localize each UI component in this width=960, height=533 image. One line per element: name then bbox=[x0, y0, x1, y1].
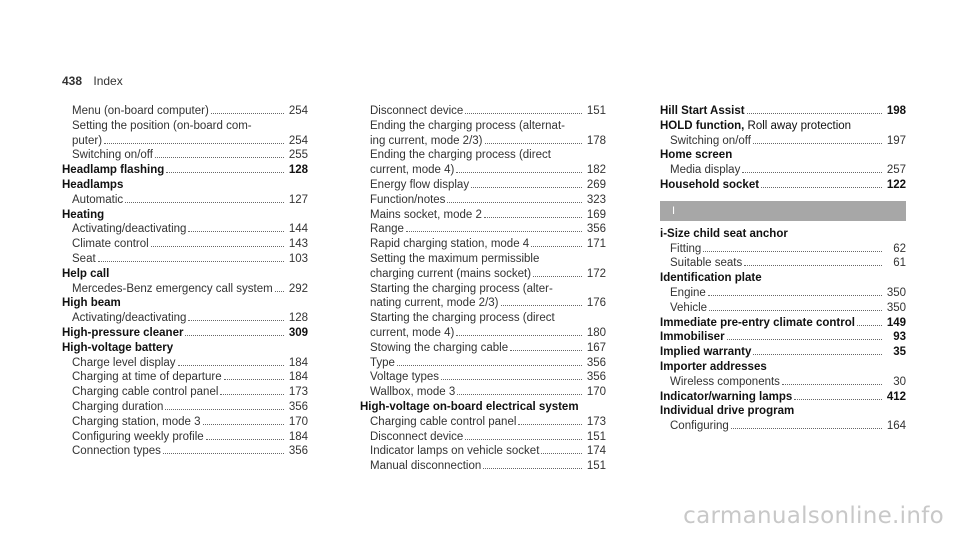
index-heading[interactable] bbox=[660, 178, 906, 193]
index-subentry[interactable] bbox=[360, 222, 606, 237]
index-column-2 bbox=[360, 104, 606, 474]
page-reference[interactable]: 172 bbox=[586, 267, 606, 280]
dot-leader bbox=[731, 420, 882, 429]
entry-label: Identification plate bbox=[660, 272, 762, 285]
index-heading[interactable] bbox=[360, 400, 606, 415]
dot-leader bbox=[485, 135, 582, 144]
index-subentry[interactable] bbox=[660, 301, 906, 316]
entry-label: Implied warranty bbox=[660, 346, 752, 359]
entry-label: Household socket bbox=[660, 178, 760, 191]
entry-label: Ending the charging process (alternat- bbox=[370, 119, 565, 132]
entry-label: High-voltage on-board electrical system bbox=[360, 400, 579, 413]
page-reference[interactable]: 164 bbox=[886, 420, 906, 433]
page-reference[interactable]: 269 bbox=[586, 178, 606, 191]
dot-leader bbox=[211, 105, 284, 114]
index-heading[interactable] bbox=[660, 404, 906, 419]
index-subentry[interactable] bbox=[660, 134, 906, 149]
entry-label: High-voltage battery bbox=[62, 341, 174, 354]
dot-leader bbox=[406, 223, 582, 232]
page-reference[interactable]: 184 bbox=[288, 430, 308, 443]
dot-leader bbox=[456, 327, 582, 336]
index-heading[interactable] bbox=[660, 148, 906, 163]
entry-label: Importer addresses bbox=[660, 360, 767, 373]
page-reference[interactable]: 412 bbox=[886, 390, 906, 403]
page-reference[interactable]: 178 bbox=[586, 134, 606, 147]
page-reference[interactable]: 356 bbox=[586, 371, 606, 384]
dot-leader bbox=[104, 135, 284, 144]
index-heading[interactable] bbox=[62, 341, 308, 356]
index-subentry[interactable] bbox=[62, 415, 308, 430]
dot-leader bbox=[447, 194, 582, 203]
dot-leader bbox=[188, 223, 284, 232]
section-title: Index bbox=[93, 74, 123, 88]
entry-label: ing current, mode 2/3) bbox=[370, 134, 483, 147]
dot-leader bbox=[471, 179, 582, 188]
page-reference[interactable]: 169 bbox=[586, 208, 606, 221]
dot-leader bbox=[531, 238, 582, 247]
entry-label: Charging duration bbox=[72, 400, 164, 413]
entry-label: Engine bbox=[670, 286, 706, 299]
entry-label: Menu (on-board computer) bbox=[72, 105, 209, 117]
entry-label: Immediate pre-entry climate control bbox=[660, 316, 855, 329]
dot-leader bbox=[165, 401, 284, 410]
dot-leader bbox=[510, 342, 582, 351]
page-reference[interactable]: 151 bbox=[586, 460, 606, 473]
entry-label: Charging cable control panel bbox=[72, 386, 219, 399]
index-heading[interactable] bbox=[660, 345, 906, 360]
page-reference[interactable]: 184 bbox=[288, 356, 308, 369]
page-reference[interactable]: 151 bbox=[586, 105, 606, 117]
index-subentry[interactable] bbox=[62, 104, 308, 119]
index-heading[interactable] bbox=[660, 330, 906, 345]
entry-label: Wallbox, mode 3 bbox=[370, 386, 456, 399]
dot-leader bbox=[224, 371, 284, 380]
entry-label: Ending the charging process (direct bbox=[370, 149, 551, 162]
entry-label: Energy flow display bbox=[370, 178, 470, 191]
entry-label: Charging at time of departure bbox=[72, 371, 222, 384]
entry-label: Home screen bbox=[660, 149, 733, 162]
index-subentry[interactable] bbox=[62, 282, 308, 297]
dot-leader bbox=[727, 331, 882, 340]
dot-leader bbox=[761, 179, 882, 188]
entry-label: Fitting bbox=[670, 242, 702, 255]
index-subentry[interactable] bbox=[660, 375, 906, 390]
entry-label: Mains socket, mode 2 bbox=[370, 208, 482, 221]
entry-label: Automatic bbox=[72, 193, 124, 206]
index-heading[interactable] bbox=[660, 104, 906, 119]
index-subentry[interactable] bbox=[360, 282, 606, 297]
index-letter: I bbox=[672, 204, 676, 217]
entry-label: HOLD function, bbox=[660, 119, 745, 132]
entry-label-extra: Roll away protection bbox=[744, 119, 852, 132]
index-heading[interactable] bbox=[660, 119, 906, 134]
index-subentry[interactable] bbox=[360, 178, 606, 193]
page-reference[interactable]: 170 bbox=[586, 386, 606, 399]
index-subentry[interactable] bbox=[360, 311, 606, 326]
entry-label: current, mode 4) bbox=[370, 164, 455, 177]
index-subentry[interactable] bbox=[360, 430, 606, 445]
page-reference[interactable]: 151 bbox=[586, 430, 606, 443]
page-reference[interactable]: 323 bbox=[586, 193, 606, 206]
entry-label: Charging cable control panel bbox=[370, 415, 517, 428]
dot-leader bbox=[125, 194, 284, 203]
dot-leader bbox=[753, 135, 882, 144]
page-reference[interactable]: 255 bbox=[288, 149, 308, 162]
entry-label: Starting the charging process (alter- bbox=[370, 282, 553, 295]
entry-label: High beam bbox=[62, 297, 121, 310]
index-heading[interactable] bbox=[660, 360, 906, 375]
entry-label: charging current (mains socket) bbox=[370, 267, 532, 280]
page-reference[interactable]: 127 bbox=[288, 193, 308, 206]
index-subentry[interactable] bbox=[62, 430, 308, 445]
dot-leader bbox=[275, 283, 284, 292]
page-reference[interactable]: 128 bbox=[288, 312, 308, 325]
index-subentry[interactable] bbox=[62, 356, 308, 371]
dot-leader bbox=[518, 416, 582, 425]
page-reference[interactable]: 356 bbox=[288, 445, 308, 458]
index-heading[interactable] bbox=[660, 271, 906, 286]
dot-leader bbox=[178, 357, 284, 366]
index-subentry[interactable] bbox=[62, 400, 308, 415]
index-subentry[interactable] bbox=[360, 119, 606, 134]
index-heading[interactable] bbox=[62, 296, 308, 311]
page-reference[interactable]: 149 bbox=[886, 316, 906, 329]
entry-label: Climate control bbox=[72, 238, 149, 251]
page-reference[interactable]: 309 bbox=[288, 326, 308, 339]
entry-label: Starting the charging process (direct bbox=[370, 312, 555, 325]
dot-leader bbox=[457, 386, 582, 395]
page-reference[interactable]: 197 bbox=[886, 134, 906, 147]
entry-label: Vehicle bbox=[670, 301, 708, 314]
entry-label: Help call bbox=[62, 267, 110, 280]
entry-label: Stowing the charging cable bbox=[370, 341, 509, 354]
entry-label: Connection types bbox=[72, 445, 161, 458]
entry-label: Wireless components bbox=[670, 375, 780, 388]
dot-leader bbox=[166, 164, 284, 173]
dot-leader bbox=[163, 445, 284, 454]
index-heading[interactable] bbox=[62, 163, 308, 178]
index-subentry[interactable] bbox=[660, 256, 906, 271]
page-reference[interactable]: 254 bbox=[288, 134, 308, 147]
entry-label: Configuring bbox=[670, 420, 729, 433]
entry-label: Type bbox=[370, 356, 395, 369]
dot-leader bbox=[744, 257, 882, 266]
entry-label: Activating/deactivating bbox=[72, 223, 187, 236]
index-subentry[interactable] bbox=[62, 370, 308, 385]
dot-leader bbox=[703, 243, 882, 252]
index-subentry[interactable] bbox=[360, 104, 606, 119]
entry-label: High-pressure cleaner bbox=[62, 326, 184, 339]
dot-leader bbox=[456, 164, 582, 173]
entry-label: Manual disconnection bbox=[370, 460, 482, 473]
entry-label: Disconnect device bbox=[370, 430, 464, 443]
entry-label: nating current, mode 2/3) bbox=[370, 297, 499, 310]
entry-label: Headlamp flashing bbox=[62, 164, 165, 177]
index-subentry[interactable] bbox=[360, 193, 606, 208]
index-heading[interactable] bbox=[660, 390, 906, 405]
index-subentry[interactable] bbox=[360, 444, 606, 459]
page-reference[interactable]: 173 bbox=[586, 415, 606, 428]
index-subentry[interactable] bbox=[62, 444, 308, 459]
page-reference[interactable]: 182 bbox=[586, 164, 606, 177]
page-reference[interactable]: 103 bbox=[288, 252, 308, 265]
index-column-3 bbox=[660, 104, 906, 434]
entry-label: Individual drive program bbox=[660, 405, 795, 418]
dot-leader bbox=[465, 430, 582, 439]
page-reference[interactable]: 254 bbox=[288, 105, 308, 117]
index-subentry[interactable] bbox=[62, 148, 308, 163]
index-subentry[interactable] bbox=[360, 415, 606, 430]
index-subentry[interactable] bbox=[360, 296, 606, 311]
index-subentry[interactable] bbox=[62, 222, 308, 237]
entry-label: Range bbox=[370, 223, 404, 236]
index-heading[interactable] bbox=[660, 227, 906, 242]
entry-label: Activating/deactivating bbox=[72, 312, 187, 325]
entry-label: Mercedes-Benz emergency call system bbox=[72, 282, 273, 295]
index-heading[interactable] bbox=[62, 267, 308, 282]
dot-leader bbox=[185, 327, 284, 336]
entry-label: Indicator lamps on vehicle socket bbox=[370, 445, 540, 458]
dot-leader bbox=[220, 386, 284, 395]
entry-label: Configuring weekly profile bbox=[72, 430, 204, 443]
index-subentry[interactable] bbox=[62, 119, 308, 134]
index-subentry[interactable] bbox=[360, 459, 606, 474]
page-reference[interactable]: 171 bbox=[586, 238, 606, 251]
index-subentry[interactable] bbox=[360, 326, 606, 341]
dot-leader bbox=[155, 149, 284, 158]
page-reference[interactable]: 62 bbox=[893, 242, 906, 255]
entry-label: Switching on/off bbox=[72, 149, 153, 162]
dot-leader bbox=[483, 460, 582, 469]
entry-label: Switching on/off bbox=[670, 134, 751, 147]
page-header bbox=[62, 74, 123, 88]
index-subentry[interactable] bbox=[62, 252, 308, 267]
dot-leader bbox=[708, 287, 882, 296]
dot-leader bbox=[541, 445, 582, 454]
entry-label: Hill Start Assist bbox=[660, 105, 745, 117]
page-reference[interactable]: 257 bbox=[886, 164, 906, 177]
page-reference[interactable]: 173 bbox=[288, 386, 308, 399]
index-subentry[interactable] bbox=[360, 134, 606, 149]
index-subentry[interactable] bbox=[660, 163, 906, 178]
dot-leader bbox=[188, 312, 284, 321]
index-subentry[interactable] bbox=[360, 163, 606, 178]
page-reference[interactable]: 170 bbox=[288, 415, 308, 428]
index-subentry[interactable] bbox=[360, 341, 606, 356]
dot-leader bbox=[742, 164, 882, 173]
index-subentry[interactable] bbox=[360, 252, 606, 267]
entry-label: Media display bbox=[670, 164, 741, 177]
index-subentry[interactable] bbox=[62, 311, 308, 326]
dot-leader bbox=[794, 391, 882, 400]
page-reference[interactable]: 30 bbox=[893, 375, 906, 388]
index-letter-heading bbox=[660, 201, 906, 221]
index-subentry[interactable] bbox=[360, 148, 606, 163]
index-heading[interactable] bbox=[660, 316, 906, 331]
entry-label: current, mode 4) bbox=[370, 326, 455, 339]
dot-leader bbox=[151, 238, 284, 247]
dot-leader bbox=[98, 253, 284, 262]
entry-label: Headlamps bbox=[62, 178, 124, 191]
index-column-1 bbox=[62, 104, 308, 459]
entry-label: Charge level display bbox=[72, 356, 176, 369]
page-reference[interactable]: 184 bbox=[288, 371, 308, 384]
page-reference[interactable]: 128 bbox=[288, 164, 308, 177]
entry-label: Heating bbox=[62, 208, 105, 221]
index-subentry[interactable] bbox=[62, 193, 308, 208]
entry-label: Setting the position (on-board com- bbox=[72, 119, 252, 132]
page-reference[interactable]: 122 bbox=[886, 178, 906, 191]
dot-leader bbox=[206, 430, 284, 439]
entry-label: i-Size child seat anchor bbox=[660, 227, 788, 240]
index-subentry[interactable] bbox=[360, 237, 606, 252]
page-reference[interactable]: 356 bbox=[288, 400, 308, 413]
entry-label: puter) bbox=[72, 134, 103, 147]
page-reference[interactable]: 176 bbox=[586, 297, 606, 310]
dot-leader bbox=[747, 105, 882, 114]
entry-label: Disconnect device bbox=[370, 105, 464, 117]
index-subentry[interactable] bbox=[360, 267, 606, 282]
page-reference[interactable]: 143 bbox=[288, 238, 308, 251]
index-subentry[interactable] bbox=[360, 370, 606, 385]
page-number: 438 bbox=[62, 74, 83, 88]
index-subentry[interactable] bbox=[62, 385, 308, 400]
dot-leader bbox=[203, 416, 285, 425]
entry-label: Setting the maximum permissible bbox=[370, 252, 540, 265]
index-subentry[interactable] bbox=[660, 419, 906, 434]
dot-leader bbox=[397, 357, 582, 366]
page-reference[interactable]: 167 bbox=[586, 341, 606, 354]
index-subentry[interactable] bbox=[660, 242, 906, 257]
page-reference[interactable]: 180 bbox=[586, 326, 606, 339]
dot-leader bbox=[465, 105, 582, 114]
index-subentry[interactable] bbox=[360, 356, 606, 371]
entry-label: Seat bbox=[72, 252, 96, 265]
dot-leader bbox=[533, 268, 582, 277]
index-heading[interactable] bbox=[62, 208, 308, 223]
entry-label: Indicator/warning lamps bbox=[660, 390, 793, 403]
dot-leader bbox=[857, 317, 882, 326]
dot-leader bbox=[709, 302, 882, 311]
index-subentry[interactable] bbox=[360, 208, 606, 223]
page-reference[interactable]: 356 bbox=[586, 356, 606, 369]
page-reference[interactable]: 93 bbox=[893, 331, 906, 344]
dot-leader bbox=[782, 376, 882, 385]
page-reference[interactable]: 350 bbox=[886, 301, 906, 314]
index-subentry[interactable] bbox=[62, 134, 308, 149]
entry-label: Function/notes bbox=[370, 193, 446, 206]
entry-label: Suitable seats bbox=[670, 257, 743, 270]
index-subentry[interactable] bbox=[360, 385, 606, 400]
dot-leader bbox=[501, 297, 583, 306]
page-reference[interactable]: 174 bbox=[586, 445, 606, 458]
dot-leader bbox=[441, 371, 582, 380]
entry-label: Rapid charging station, mode 4 bbox=[370, 238, 530, 251]
index-subentry[interactable] bbox=[62, 237, 308, 252]
watermark: carmanualsonline.info bbox=[683, 503, 944, 529]
page-reference[interactable]: 61 bbox=[893, 257, 906, 270]
index-heading[interactable] bbox=[62, 326, 308, 341]
entry-label: Charging station, mode 3 bbox=[72, 415, 201, 428]
entry-label: Immobiliser bbox=[660, 331, 725, 344]
page-reference[interactable]: 292 bbox=[288, 282, 308, 295]
index-subentry[interactable] bbox=[660, 286, 906, 301]
page-reference[interactable]: 144 bbox=[288, 223, 308, 236]
page-reference[interactable]: 356 bbox=[586, 223, 606, 236]
entry-label: Voltage types bbox=[370, 371, 440, 384]
page-reference[interactable]: 198 bbox=[886, 105, 906, 117]
page-reference[interactable]: 35 bbox=[893, 346, 906, 359]
dot-leader bbox=[753, 346, 882, 355]
index-heading[interactable] bbox=[62, 178, 308, 193]
dot-leader bbox=[484, 209, 582, 218]
page-reference[interactable]: 350 bbox=[886, 286, 906, 299]
